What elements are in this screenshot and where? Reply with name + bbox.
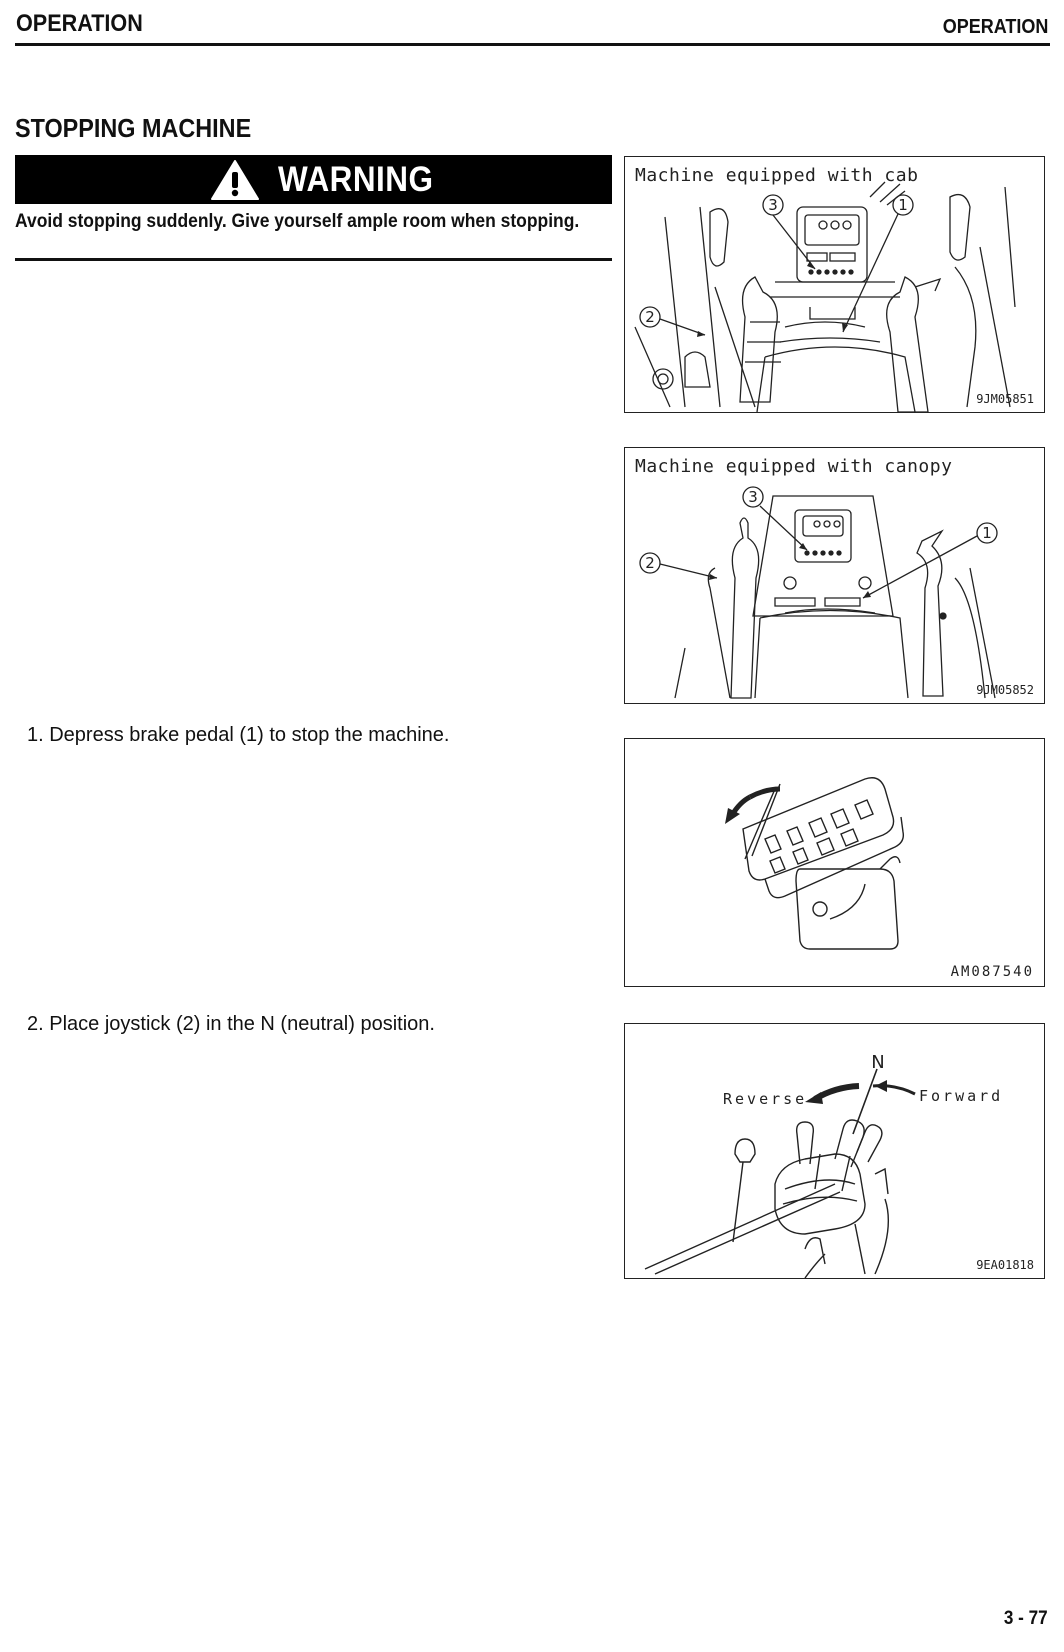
header-rule <box>15 43 1050 46</box>
figure-cab <box>624 156 1045 413</box>
cab-callout-2: 2 <box>645 308 655 326</box>
warning-text: Avoid stopping suddenly. Give yourself ample room when stopping. <box>15 211 580 232</box>
figure-cab-title: Machine equipped with cab <box>635 165 919 186</box>
joystick-reverse-label: Reverse <box>723 1090 808 1108</box>
warning-label: WARNING <box>278 160 434 199</box>
joystick-neutral-label: N <box>871 1052 885 1073</box>
canopy-callouts <box>625 448 1044 703</box>
joystick-direction-arrows <box>625 1024 1044 1278</box>
figure-canopy-code: 9JM05852 <box>976 683 1034 697</box>
figure-brake-pedal-code: AM087540 <box>950 964 1034 980</box>
step-1: 1. Depress brake pedal (1) to stop the machine. <box>27 724 450 746</box>
figure-canopy <box>624 447 1045 704</box>
figure-brake-pedal <box>624 738 1045 987</box>
header-left-title: OPERATION <box>16 10 143 37</box>
figure-canopy-title: Machine equipped with canopy <box>635 456 953 477</box>
figure-cab-code: 9JM05851 <box>976 392 1034 406</box>
brake-pedal-arrow <box>625 739 1044 986</box>
figure-joystick <box>624 1023 1045 1279</box>
canopy-callout-3: 3 <box>748 488 758 506</box>
warning-icon <box>210 159 260 201</box>
figure-joystick-code: 9EA01818 <box>976 1258 1034 1272</box>
step-2: 2. Place joystick (2) in the N (neutral) position. <box>27 1013 435 1035</box>
warning-rule <box>15 258 612 261</box>
cab-callouts <box>625 157 1044 412</box>
joystick-forward-label: Forward <box>919 1087 1004 1105</box>
warning-banner <box>15 155 612 204</box>
page-number: 3 - 77 <box>1004 1608 1048 1629</box>
canopy-callout-1: 1 <box>982 524 992 542</box>
header-right-title: OPERATION <box>942 16 1048 38</box>
cab-callout-1: 1 <box>898 196 908 214</box>
cab-callout-3: 3 <box>768 196 778 214</box>
section-title: STOPPING MACHINE <box>15 113 252 143</box>
canopy-callout-2: 2 <box>645 554 655 572</box>
